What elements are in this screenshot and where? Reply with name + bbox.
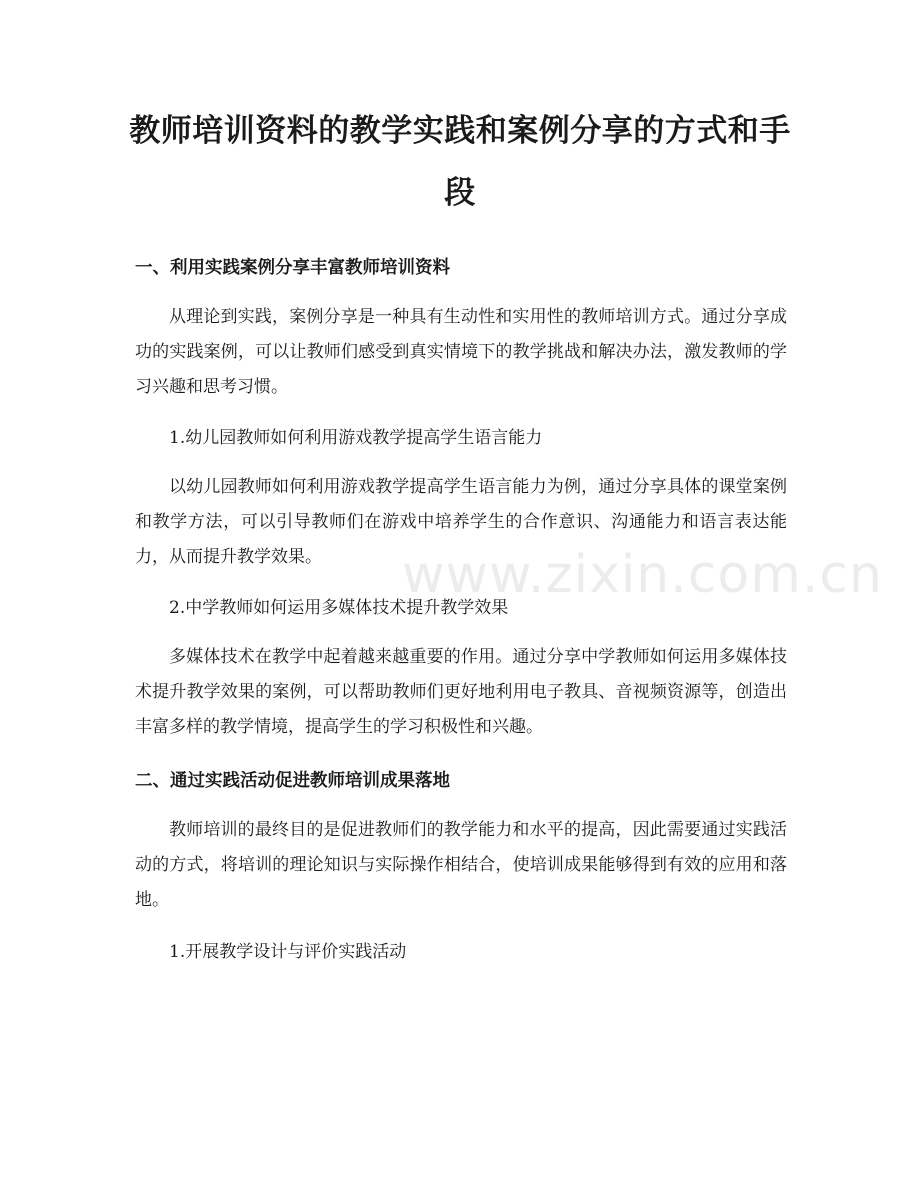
document-title: 教师培训资料的教学实践和案例分享的方式和手段	[129, 113, 791, 211]
section-2-heading: 二、通过实践活动促进教师培训成果落地	[135, 771, 450, 791]
section-2-item-1-subheading: 1.开展教学设计与评价实践活动	[169, 942, 407, 962]
section-1-heading: 一、利用实践案例分享丰富教师培训资料	[135, 258, 450, 278]
section-1-item-1-body: 以幼儿园教师如何利用游戏教学提高学生语言能力为例，通过分享具体的课堂案例和教学方法，可以引导教师们在游戏中培养学生的合作意识、沟通能力和语言表达能力，从而提升教学效果。	[135, 477, 787, 567]
watermark: www.zixin.com.cn	[402, 545, 883, 605]
section-1-item-2-subheading: 2.中学教师如何运用多媒体技术提升教学效果	[169, 598, 509, 618]
section-2-intro: 教师培训的最终目的是促进教师们的教学能力和水平的提高，因此需要通过实践活动的方式，将培训的理论知识与实际操作相结合，使培训成果能够得到有效的应用和落地。	[135, 820, 787, 910]
section-1-item-1-subheading: 1.幼儿园教师如何利用游戏教学提高学生语言能力	[169, 428, 543, 448]
section-1-item-2-body: 多媒体技术在教学中起着越来越重要的作用。通过分享中学教师如何运用多媒体技术提升教学效果的案例，可以帮助教师们更好地利用电子教具、音视频资源等，创造出丰富多样的教学情境，提高学生的学习积极性和兴趣。	[135, 647, 787, 737]
section-1-intro: 从理论到实践，案例分享是一种具有生动性和实用性的教师培训方式。通过分享成功的实践案例，可以让教师们感受到真实情境下的教学挑战和解决办法，激发教师的学习兴趣和思考习惯。	[135, 307, 787, 397]
